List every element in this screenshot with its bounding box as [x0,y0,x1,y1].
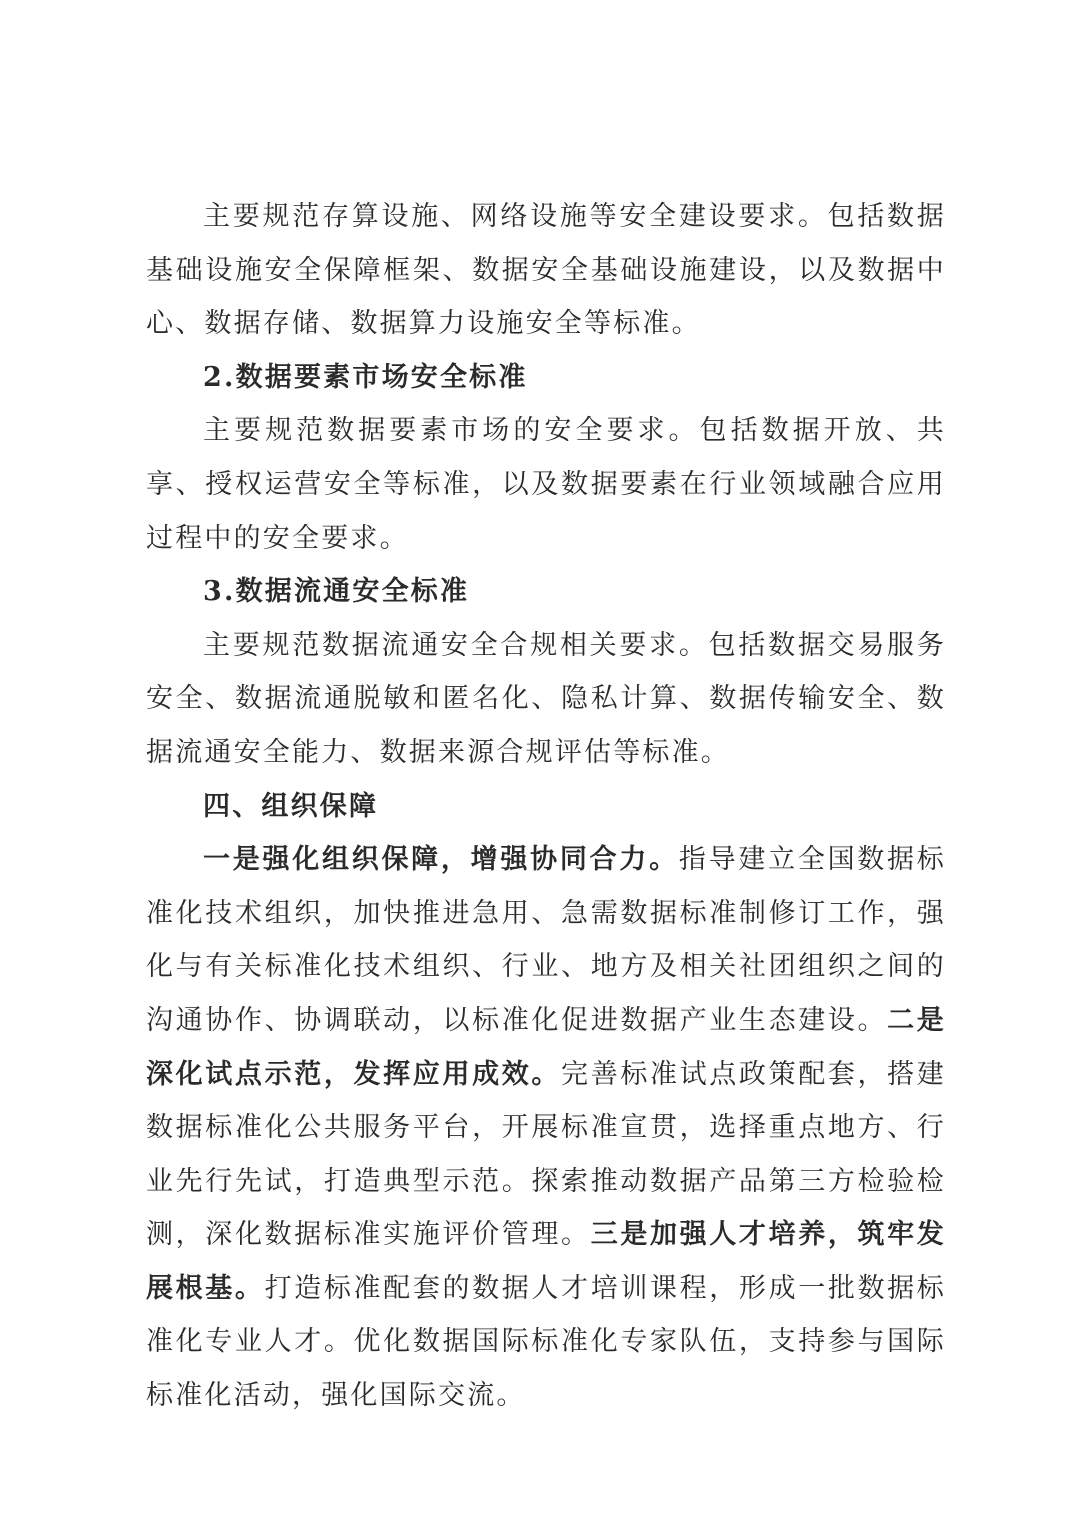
heading-organizational-guarantee: 四、组织保障 [203,790,379,822]
paragraph-data-circulation-security: 主要规范数据流通安全合规相关要求。包括数据交易服务安全、数据流通脱敏和匿名化、隐私计算、数据传输安全、数据流通安全能力、数据来源合规评估等标准。 [146,629,946,768]
lead-phrase-3: 三是加强人才培养，筑牢发展根基。 [146,1219,947,1304]
paragraph-infrastructure-standards: 主要规范存算设施、网络设施等安全建设要求。包括数据基础设施安全保障框架、数据安全基础设施建设，以及数据中心、数据存储、数据算力设施安全等标准。 [146,201,946,340]
paragraph-data-market-security: 主要规范数据要素市场的安全要求。包括数据开放、共享、授权运营安全等标准，以及数据要素在行业领域融合应用过程中的安全要求。 [146,415,946,554]
measure-text-2: 完善标准试点政策配套，搭建数据标准化公共服务平台，开展标准宣贯，选择重点地方、行业先行先试，打造典型示范。探索推动数据产品第三方检验检测，深化数据标准实施评价管理。 [146,1058,946,1251]
measure-text-3: 打造标准配套的数据人才培训课程，形成一批数据标准化专业人才。优化数据国际标准化专家队伍，支持参与国际标准化活动，强化国际交流。 [146,1272,946,1412]
heading-data-circulation-security: 3.数据流通安全标准 [203,576,470,608]
lead-phrase-2: 二是深化试点示范，发挥应用成效。 [146,1004,947,1090]
measure-text-1: 指导建立全国数据标准化技术组织，加快推进急用、急需数据标准制修订工作，强化与有关标准化技术组织、行业、地方及相关社团组织之间的沟通协作、协调联动，以标准化促进数据产业生态建设。 [146,844,946,1036]
paragraph-organizational-guarantee [146,833,946,1423]
heading-data-market-security: 2.数据要素市场安全标准 [203,361,528,393]
document-body [146,190,946,1423]
lead-phrase-1: 一是强化组织保障，增强协同合力。 [203,844,679,876]
